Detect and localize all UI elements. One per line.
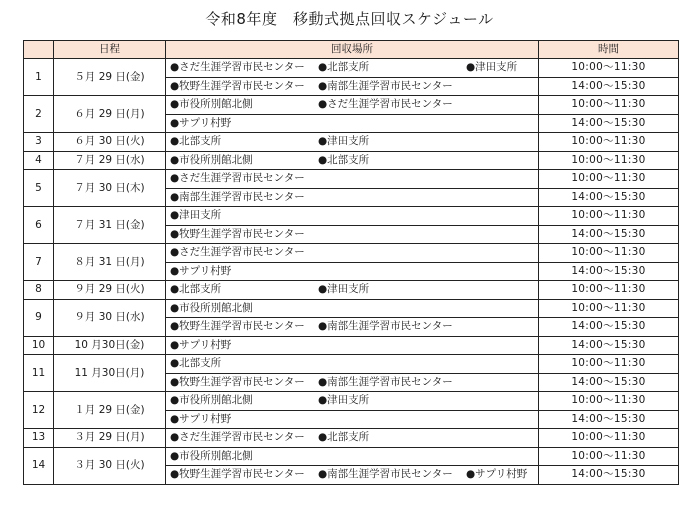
collection-site: ●さだ生涯学習市民センター <box>170 431 305 444</box>
row-number: 14 <box>24 447 54 484</box>
collection-sites <box>166 59 539 78</box>
collection-site: ●南部生涯学習市民センター <box>170 190 305 203</box>
collection-time: 10:00～11:30 <box>539 429 679 448</box>
collection-sites <box>166 170 539 189</box>
collection-site: ●市役所別館北側 <box>170 98 253 111</box>
collection-sites <box>166 466 539 485</box>
collection-sites <box>166 447 539 466</box>
row-number: 12 <box>24 392 54 429</box>
collection-time: 10:00～11:30 <box>539 355 679 374</box>
collection-site: ●津田支所 <box>170 209 222 222</box>
collection-site: ●津田支所 <box>318 135 370 148</box>
collection-site: ●サプリ村野 <box>170 338 232 351</box>
collection-time: 10:00～11:30 <box>539 151 679 170</box>
collection-site: ●北部支所 <box>170 357 222 370</box>
schedule-date: ９月 30 日(水) <box>54 299 166 336</box>
collection-time: 14:00～15:30 <box>539 225 679 244</box>
collection-site: ●牧野生涯学習市民センター <box>170 468 305 481</box>
collection-time: 14:00～15:30 <box>539 114 679 133</box>
collection-site: ●さだ生涯学習市民センター <box>170 61 305 74</box>
collection-sites <box>166 262 539 281</box>
collection-site: ●北部支所 <box>318 153 370 166</box>
collection-site: ●サプリ村野 <box>170 412 232 425</box>
row-number: 3 <box>24 133 54 152</box>
collection-site: ●さだ生涯学習市民センター <box>170 246 305 259</box>
table-row <box>24 355 679 374</box>
table-row <box>24 133 679 152</box>
collection-time: 14:00～15:30 <box>539 466 679 485</box>
collection-site: ●南部生涯学習市民センター <box>318 375 453 388</box>
schedule-date: ９月 29 日(火) <box>54 281 166 300</box>
table-row <box>24 392 679 411</box>
collection-site: ●サプリ村野 <box>466 468 528 481</box>
collection-site: ●牧野生涯学習市民センター <box>170 79 305 92</box>
collection-site: ●サプリ村野 <box>170 116 232 129</box>
collection-sites <box>166 207 539 226</box>
collection-time: 10:00～11:30 <box>539 133 679 152</box>
collection-sites <box>166 299 539 318</box>
schedule-date: 11 月30日(月) <box>54 355 166 392</box>
collection-time: 14:00～15:30 <box>539 188 679 207</box>
table-row <box>24 96 679 115</box>
collection-site: ●南部生涯学習市民センター <box>318 79 453 92</box>
collection-site: ●牧野生涯学習市民センター <box>170 320 305 333</box>
collection-site: ●市役所別館北側 <box>170 449 253 462</box>
row-number: 7 <box>24 244 54 281</box>
collection-site: ●さだ生涯学習市民センター <box>318 98 453 111</box>
collection-sites <box>166 373 539 392</box>
collection-sites <box>166 355 539 374</box>
schedule-date: ７月 30 日(木) <box>54 170 166 207</box>
collection-site: ●北部支所 <box>170 135 222 148</box>
collection-time: 10:00～11:30 <box>539 299 679 318</box>
collection-sites <box>166 392 539 411</box>
collection-time: 14:00～15:30 <box>539 336 679 355</box>
collection-site: ●市役所別館北側 <box>170 394 253 407</box>
header-time: 時間 <box>539 41 679 59</box>
collection-site: ●南部生涯学習市民センター <box>318 320 453 333</box>
collection-time: 10:00～11:30 <box>539 244 679 263</box>
schedule-date: ７月 31 日(金) <box>54 207 166 244</box>
row-number: 5 <box>24 170 54 207</box>
schedule-date: ５月 29 日(金) <box>54 59 166 96</box>
collection-site: ●津田支所 <box>318 394 370 407</box>
collection-time: 10:00～11:30 <box>539 392 679 411</box>
schedule-date: ３月 29 日(月) <box>54 429 166 448</box>
collection-sites <box>166 281 539 300</box>
collection-sites <box>166 151 539 170</box>
schedule-date: ６月 30 日(火) <box>54 133 166 152</box>
collection-site: ●南部生涯学習市民センター <box>318 468 453 481</box>
header-date: 日程 <box>54 41 166 59</box>
row-number: 10 <box>24 336 54 355</box>
row-number: 2 <box>24 96 54 133</box>
collection-site: ●牧野生涯学習市民センター <box>170 375 305 388</box>
collection-site: ●サプリ村野 <box>170 264 232 277</box>
collection-site: ●津田支所 <box>466 61 518 74</box>
collection-site: ●北部支所 <box>170 283 222 296</box>
row-number: 6 <box>24 207 54 244</box>
collection-sites <box>166 96 539 115</box>
table-row <box>24 151 679 170</box>
schedule-date: ３月 30 日(火) <box>54 447 166 484</box>
table-row <box>24 207 679 226</box>
collection-time: 14:00～15:30 <box>539 77 679 96</box>
collection-sites <box>166 77 539 96</box>
row-number: 1 <box>24 59 54 96</box>
table-row <box>24 299 679 318</box>
collection-time: 10:00～11:30 <box>539 447 679 466</box>
table-row <box>24 59 679 78</box>
collection-sites <box>166 410 539 429</box>
table-row <box>24 336 679 355</box>
header-row <box>24 41 679 59</box>
collection-time: 10:00～11:30 <box>539 207 679 226</box>
collection-time: 14:00～15:30 <box>539 262 679 281</box>
collection-sites <box>166 225 539 244</box>
collection-site: ●市役所別館北側 <box>170 153 253 166</box>
collection-site: ●北部支所 <box>318 61 370 74</box>
schedule-date: 10 月30日(金) <box>54 336 166 355</box>
collection-sites <box>166 318 539 337</box>
collection-site: ●牧野生涯学習市民センター <box>170 227 305 240</box>
collection-sites <box>166 336 539 355</box>
collection-sites <box>166 244 539 263</box>
collection-time: 10:00～11:30 <box>539 170 679 189</box>
collection-sites <box>166 114 539 133</box>
schedule-date: ８月 31 日(月) <box>54 244 166 281</box>
schedule-body <box>24 59 679 485</box>
collection-sites <box>166 429 539 448</box>
collection-time: 10:00～11:30 <box>539 59 679 78</box>
schedule-date: ６月 29 日(月) <box>54 96 166 133</box>
collection-sites <box>166 133 539 152</box>
collection-site: ●津田支所 <box>318 283 370 296</box>
page-title: 令和8年度 移動式拠点回収スケジュール <box>205 10 494 28</box>
collection-time: 10:00～11:30 <box>539 281 679 300</box>
row-number: 8 <box>24 281 54 300</box>
collection-time: 14:00～15:30 <box>539 373 679 392</box>
row-number: 13 <box>24 429 54 448</box>
schedule-table <box>23 40 679 485</box>
collection-site: ●市役所別館北側 <box>170 301 253 314</box>
table-row <box>24 447 679 466</box>
row-number: 9 <box>24 299 54 336</box>
row-number: 4 <box>24 151 54 170</box>
collection-site: ●さだ生涯学習市民センター <box>170 172 305 185</box>
table-row <box>24 170 679 189</box>
header-sites: 回収場所 <box>166 41 539 59</box>
collection-time: 10:00～11:30 <box>539 96 679 115</box>
collection-site: ●北部支所 <box>318 431 370 444</box>
table-row <box>24 244 679 263</box>
collection-time: 14:00～15:30 <box>539 410 679 429</box>
schedule-date: １月 29 日(金) <box>54 392 166 429</box>
row-number: 11 <box>24 355 54 392</box>
table-row <box>24 429 679 448</box>
collection-time: 14:00～15:30 <box>539 318 679 337</box>
schedule-date: ７月 29 日(水) <box>54 151 166 170</box>
collection-sites <box>166 188 539 207</box>
table-row <box>24 281 679 300</box>
header-no <box>24 41 54 59</box>
